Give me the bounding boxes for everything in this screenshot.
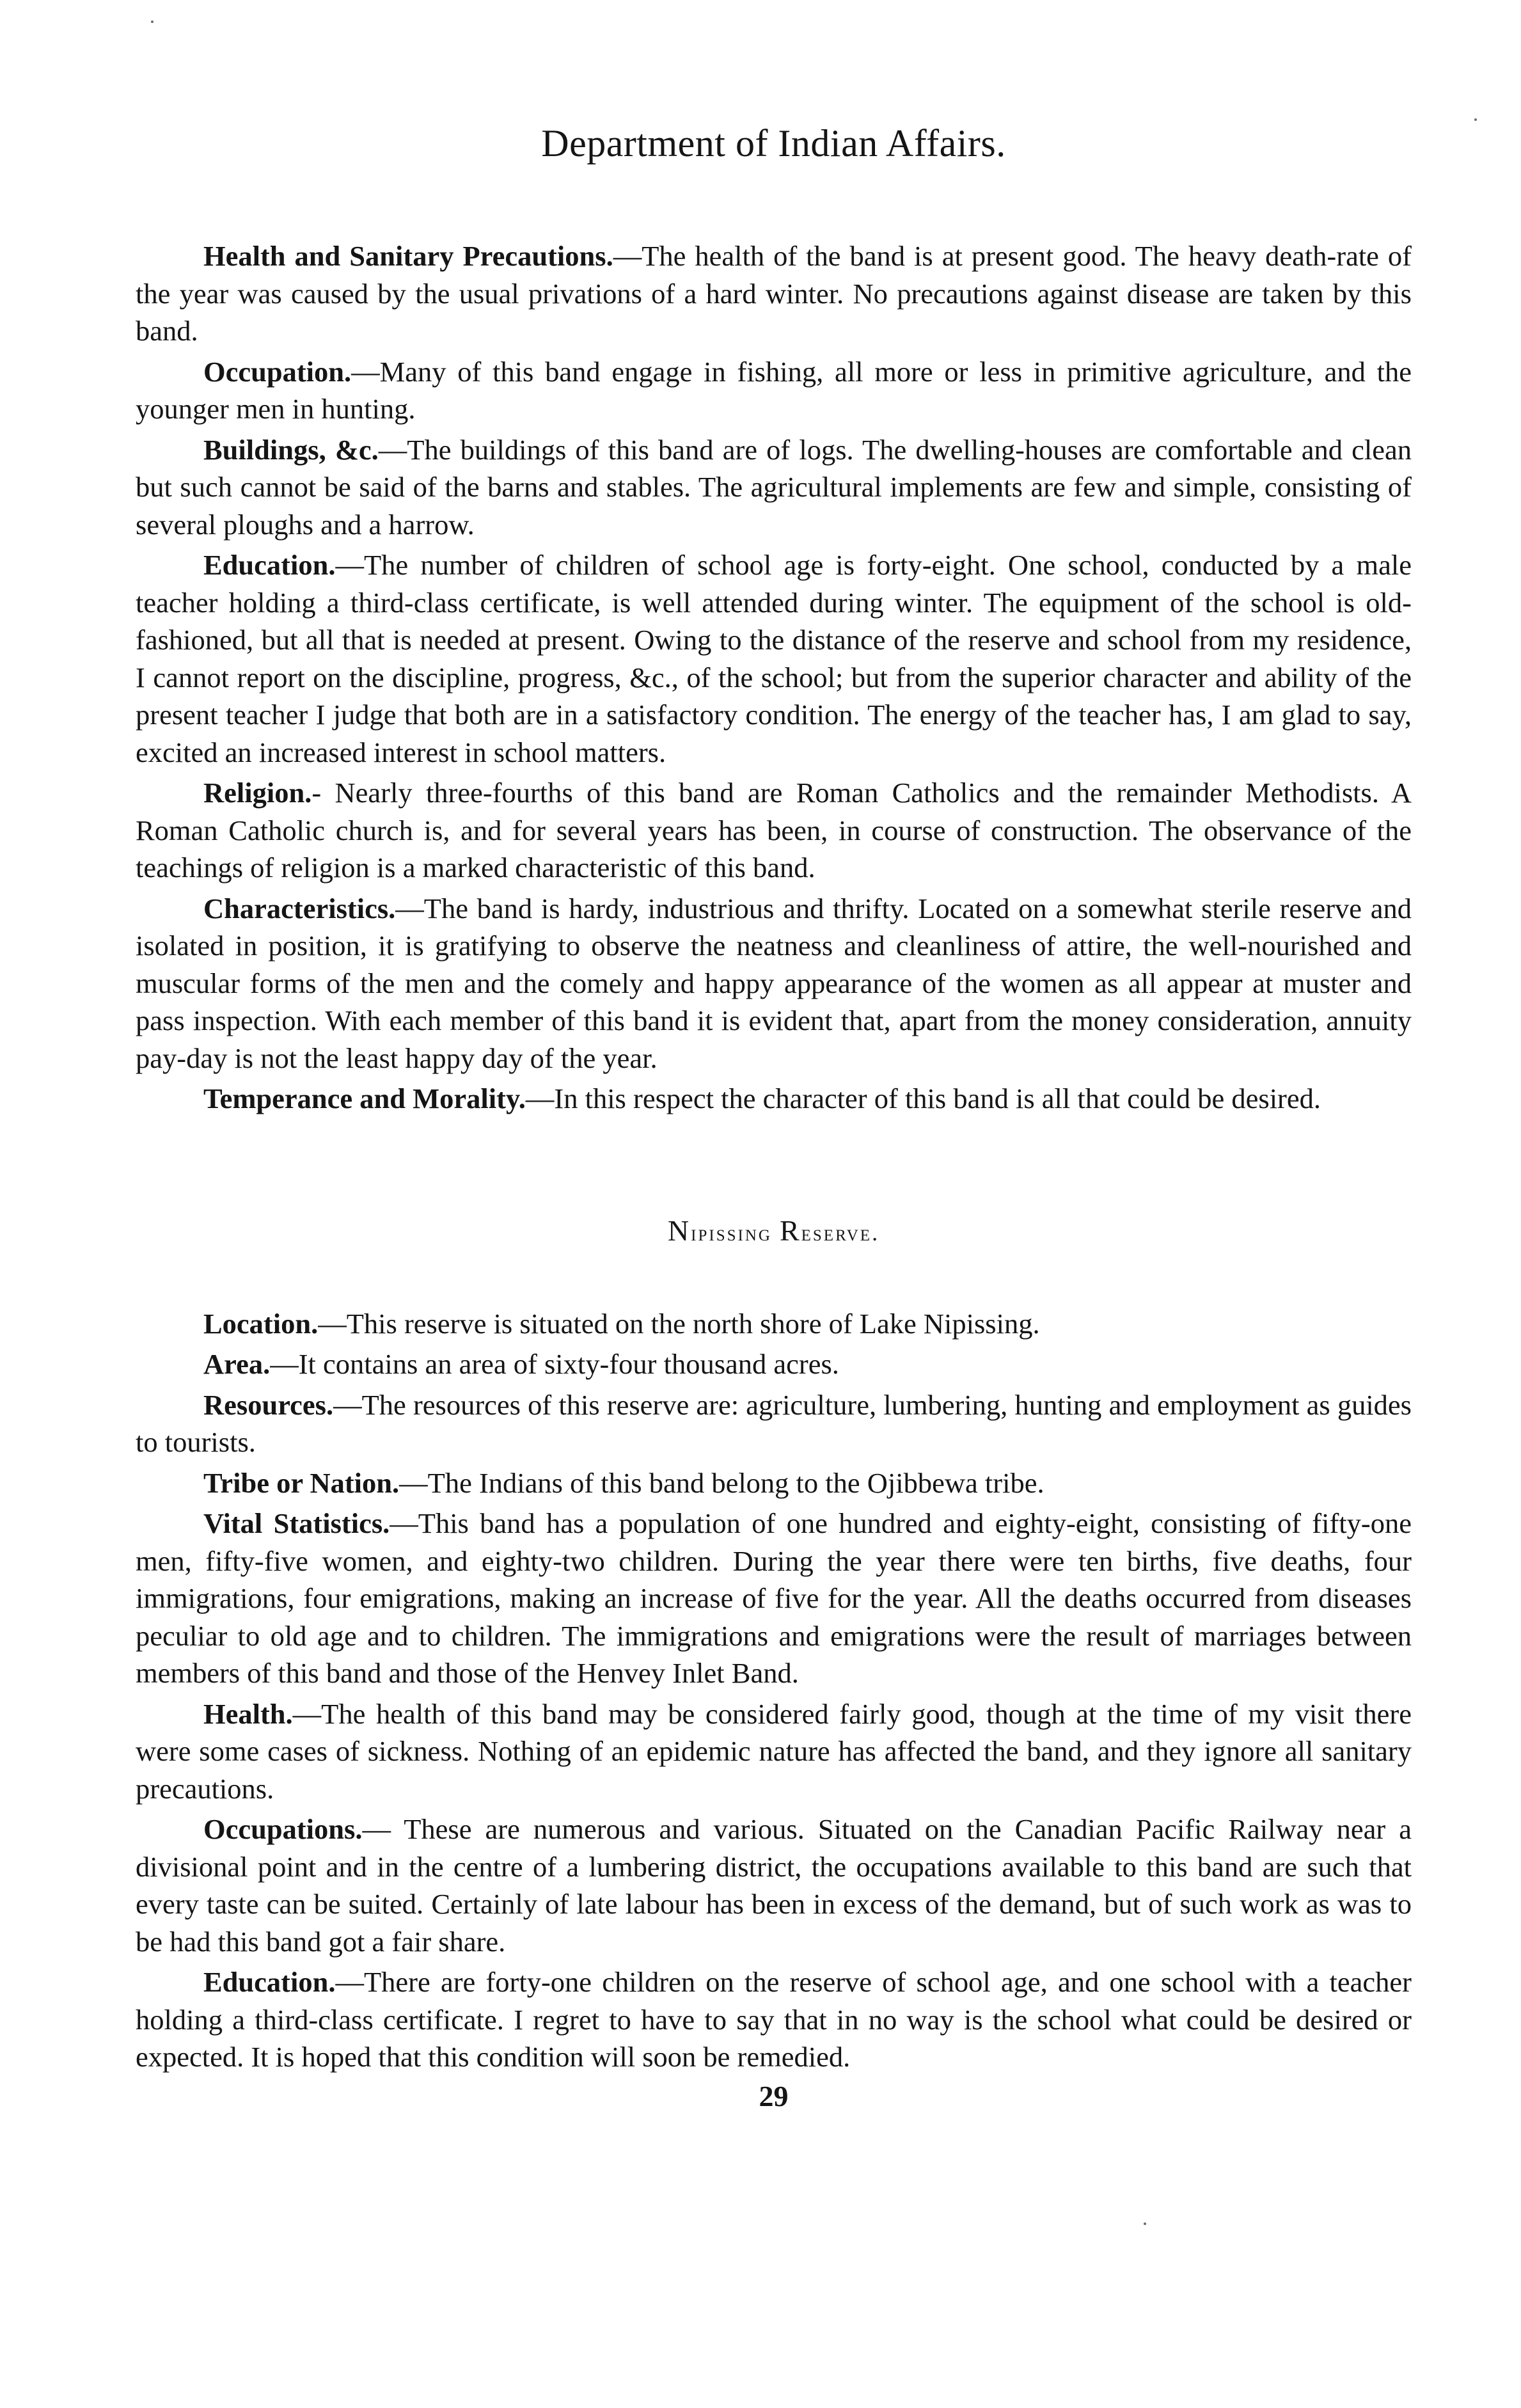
paragraph-area xyxy=(136,1345,1412,1383)
paragraph-occupations xyxy=(136,1810,1412,1960)
paragraph-heading: Resources. xyxy=(203,1388,334,1421)
paragraph-heading: Occupations. xyxy=(203,1813,363,1845)
paragraph-heading: Education. xyxy=(203,1966,336,1998)
document-page xyxy=(136,122,1412,2113)
paragraph-body: —The Indians of this band belong to the Ojibbewa tribe. xyxy=(399,1466,1044,1499)
paragraph-health-nipissing xyxy=(136,1695,1412,1808)
paragraph-heading: Health. xyxy=(203,1697,293,1730)
paragraph-education-nipissing xyxy=(136,1963,1412,2076)
paragraph-heading: Location. xyxy=(203,1307,319,1340)
paragraph-heading: Education. xyxy=(203,549,336,581)
paragraph-body: —The health of the band is at present good. The heavy death-rate of the year was caused by the usual privations of a hard winter. No precautions against disease are taken by this band. xyxy=(136,240,1412,347)
paragraph-religion xyxy=(136,774,1412,887)
paragraph-body: —It contains an area of sixty-four thousand acres. xyxy=(270,1348,839,1380)
paragraph-education xyxy=(136,546,1412,771)
paragraph-temperance xyxy=(136,1080,1412,1118)
paragraph-body: —The number of children of school age is forty-eight. One school, conducted by a male teacher holding a third-class certificate, is well attended during winter. The equipment of the school is old-fashioned, but all that is needed at present. Owing to the distance of the reserve and school from my residence, I cannot report on the discipline, progress, &c., of the school; but from the superior character and ability of the present teacher I judge that both are in a satisfactory condition. The energy of the teacher has, I am glad to say, excited an increased interest in school matters. xyxy=(136,549,1412,768)
paragraph-health xyxy=(136,237,1412,350)
paragraph-body: —The buildings of this band are of logs. The dwelling-houses are comfortable and clean but such cannot be said of the barns and stables. The agricultural implements are few and simple, consisting of several ploughs and a harrow. xyxy=(136,433,1412,541)
paragraph-location xyxy=(136,1305,1412,1343)
paragraph-buildings xyxy=(136,431,1412,544)
paragraph-occupation xyxy=(136,353,1412,428)
paragraph-resources xyxy=(136,1386,1412,1461)
page-title: Department of Indian Affairs. xyxy=(541,122,1006,164)
paragraph-heading: Health and Sanitary Precautions. xyxy=(203,240,613,272)
paragraph-heading: Religion. xyxy=(203,777,312,809)
paragraph-body: —In this respect the character of this band is all that could be desired. xyxy=(525,1082,1321,1114)
paragraph-body: - Nearly three-fourths of this band are Roman Catholics and the remainder Methodists. A Roman Catholic church is, and for several years has been, in course of construction. The observance of the teachings of religion is a marked characteristic of this band. xyxy=(136,777,1412,883)
paragraph-body: —The band is hardy, industrious and thrifty. Located on a somewhat sterile reserve and isolated in position, it is gratifying to observe the neatness and cleanliness of attire, the well-nourished and muscular forms of the men and the comely and happy appearance of the women as all appear at muster and pass inspection. With each member of this band it is evident that, apart from the money consideration, annuity pay-day is not the least happy day of the year. xyxy=(136,892,1412,1074)
paragraph-characteristics xyxy=(136,890,1412,1077)
paragraph-body: —There are forty-one children on the reserve of school age, and one school with a teacher holding a third-class certificate. I regret to have to say that in no way is the school what could be desired or expected. It is hoped that this condition will soon be remedied. xyxy=(136,1966,1412,2073)
paragraph-heading: Vital Statistics. xyxy=(203,1507,390,1539)
paragraph-body: —The resources of this reserve are: agriculture, lumbering, hunting and employment as guides to tourists. xyxy=(136,1388,1412,1458)
paragraph-body: —This reserve is situated on the north shore of Lake Nipissing. xyxy=(318,1307,1040,1340)
paragraph-heading: Buildings, &c. xyxy=(203,433,379,466)
nipissing-reserve-section xyxy=(136,1305,1412,2076)
paragraph-heading: Area. xyxy=(203,1348,271,1380)
paragraph-heading: Characteristics. xyxy=(203,892,396,924)
page-number: 29 xyxy=(759,2079,789,2112)
paragraph-body: —This band has a population of one hundred and eighty-eight, consisting of fifty-one men, fifty-five women, and eighty-two children. During the year there were ten births, five deaths, four immigrations, four emigrations, making an increase of five for the year. All the deaths occurred from diseases peculiar to old age and to children. The immigrations and emigrations were the result of marriages between members of this band and those of the Henvey Inlet Band. xyxy=(136,1507,1412,1689)
section-heading-nipissing-reserve: Nipissing Reserve. xyxy=(667,1214,880,1247)
paragraph-body: — These are numerous and various. Situated on the Canadian Pacific Railway near a divisional point and in the centre of a lumbering district, the occupations available to this band are such that every taste can be suited. Certainly of late labour has been in excess of the demand, but of such work as was to be had this band got a fair share. xyxy=(136,1813,1412,1958)
paragraph-body: —The health of this band may be considered fairly good, though at the time of my visit there were some cases of sickness. Nothing of an epidemic nature has affected the band, and they ignore all sanitary precautions. xyxy=(136,1697,1412,1805)
paragraph-heading: Temperance and Morality. xyxy=(203,1082,526,1114)
paragraph-heading: Tribe or Nation. xyxy=(203,1466,400,1499)
band-report-section xyxy=(136,237,1412,1118)
paragraph-vital-statistics xyxy=(136,1505,1412,1692)
paragraph-body: —Many of this band engage in fishing, all more or less in primitive agriculture, and the younger men in hunting. xyxy=(136,355,1412,425)
paragraph-heading: Occupation. xyxy=(203,355,352,388)
paragraph-tribe xyxy=(136,1464,1412,1502)
